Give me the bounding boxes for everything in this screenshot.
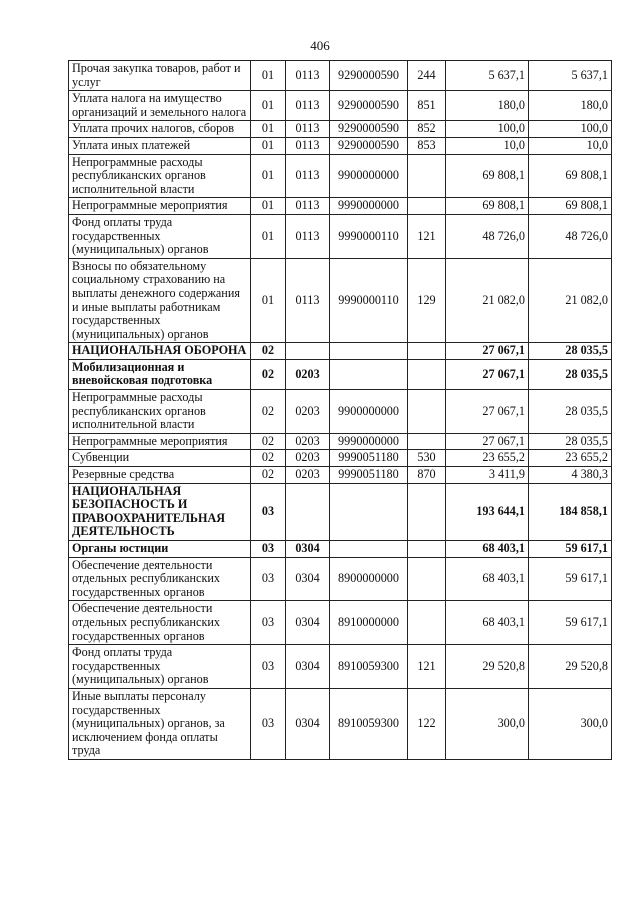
cell-section: 02: [251, 390, 286, 434]
cell-target-article: 9900000000: [330, 390, 408, 434]
cell-subsection: 0113: [286, 214, 330, 258]
cell-expense-type: [408, 390, 446, 434]
cell-target-article: 8910059300: [330, 688, 408, 759]
cell-amount-year2: 69 808,1: [529, 198, 612, 215]
cell-expense-type: [408, 343, 446, 360]
table-row: [69, 467, 612, 484]
cell-amount-year1: 21 082,0: [446, 258, 529, 343]
cell-amount-year1: 27 067,1: [446, 359, 529, 389]
cell-name: Фонд оплаты труда государственных (муниципальных) органов: [69, 214, 251, 258]
cell-subsection: 0304: [286, 541, 330, 558]
cell-name: НАЦИОНАЛЬНАЯ БЕЗОПАСНОСТЬ И ПРАВООХРАНИТЕЛЬНАЯ ДЕЯТЕЛЬНОСТЬ: [69, 483, 251, 540]
table-row: [69, 121, 612, 138]
cell-section: 01: [251, 198, 286, 215]
cell-amount-year1: 69 808,1: [446, 154, 529, 198]
cell-section: 02: [251, 467, 286, 484]
cell-name: Органы юстиции: [69, 541, 251, 558]
cell-amount-year1: 3 411,9: [446, 467, 529, 484]
table-row: [69, 91, 612, 121]
cell-amount-year2: 5 637,1: [529, 61, 612, 91]
cell-expense-type: [408, 557, 446, 601]
cell-section: 01: [251, 154, 286, 198]
cell-amount-year2: 28 035,5: [529, 343, 612, 360]
cell-expense-type: [408, 154, 446, 198]
cell-name: Субвенции: [69, 450, 251, 467]
cell-target-article: 9290000590: [330, 61, 408, 91]
cell-amount-year2: 23 655,2: [529, 450, 612, 467]
cell-name: Непрограммные расходы республиканских органов исполнительной власти: [69, 390, 251, 434]
table-body: [69, 61, 612, 760]
cell-target-article: 9290000590: [330, 121, 408, 138]
cell-expense-type: [408, 601, 446, 645]
table-row: [69, 343, 612, 360]
cell-subsection: 0113: [286, 91, 330, 121]
cell-subsection: 0304: [286, 688, 330, 759]
cell-section: 01: [251, 121, 286, 138]
cell-section: 02: [251, 450, 286, 467]
cell-target-article: 9990000000: [330, 433, 408, 450]
cell-name: Прочая закупка товаров, работ и услуг: [69, 61, 251, 91]
cell-subsection: 0203: [286, 467, 330, 484]
cell-expense-type: 129: [408, 258, 446, 343]
cell-section: 03: [251, 601, 286, 645]
cell-amount-year1: 23 655,2: [446, 450, 529, 467]
cell-section: 02: [251, 343, 286, 360]
cell-amount-year1: 68 403,1: [446, 601, 529, 645]
cell-target-article: 9990051180: [330, 467, 408, 484]
cell-name: Непрограммные мероприятия: [69, 433, 251, 450]
cell-target-article: [330, 541, 408, 558]
page-number: 406: [310, 38, 330, 53]
cell-section: 03: [251, 557, 286, 601]
cell-name: Иные выплаты персоналу государственных (муниципальных) органов, за исключением фонда оплаты труда: [69, 688, 251, 759]
cell-amount-year2: 180,0: [529, 91, 612, 121]
cell-section: 01: [251, 91, 286, 121]
cell-section: 03: [251, 541, 286, 558]
cell-expense-type: [408, 198, 446, 215]
cell-subsection: [286, 483, 330, 540]
cell-target-article: 9990000000: [330, 198, 408, 215]
cell-expense-type: 244: [408, 61, 446, 91]
cell-name: Фонд оплаты труда государственных (муниципальных) органов: [69, 645, 251, 689]
cell-target-article: [330, 343, 408, 360]
table-row: [69, 601, 612, 645]
cell-amount-year2: 4 380,3: [529, 467, 612, 484]
cell-amount-year2: 21 082,0: [529, 258, 612, 343]
cell-amount-year2: 28 035,5: [529, 359, 612, 389]
cell-amount-year1: 10,0: [446, 137, 529, 154]
cell-subsection: 0304: [286, 645, 330, 689]
cell-subsection: 0203: [286, 433, 330, 450]
cell-expense-type: 852: [408, 121, 446, 138]
table-row: [69, 359, 612, 389]
cell-target-article: 8910000000: [330, 601, 408, 645]
cell-section: 01: [251, 214, 286, 258]
cell-expense-type: 853: [408, 137, 446, 154]
cell-expense-type: 530: [408, 450, 446, 467]
cell-name: Уплата налога на имущество организаций и земельного налога: [69, 91, 251, 121]
cell-name: Уплата иных платежей: [69, 137, 251, 154]
cell-name: Обеспечение деятельности отдельных республиканских государственных органов: [69, 557, 251, 601]
cell-expense-type: 121: [408, 645, 446, 689]
cell-subsection: 0304: [286, 557, 330, 601]
cell-amount-year2: 29 520,8: [529, 645, 612, 689]
cell-target-article: 9900000000: [330, 154, 408, 198]
cell-target-article: 9290000590: [330, 137, 408, 154]
cell-section: 01: [251, 137, 286, 154]
cell-name: Непрограммные мероприятия: [69, 198, 251, 215]
cell-subsection: 0113: [286, 154, 330, 198]
cell-amount-year1: 180,0: [446, 91, 529, 121]
cell-subsection: [286, 343, 330, 360]
cell-amount-year2: 59 617,1: [529, 601, 612, 645]
cell-name: Резервные средства: [69, 467, 251, 484]
cell-amount-year1: 48 726,0: [446, 214, 529, 258]
cell-amount-year1: 300,0: [446, 688, 529, 759]
cell-subsection: 0113: [286, 121, 330, 138]
cell-section: 02: [251, 359, 286, 389]
table-row: [69, 541, 612, 558]
cell-amount-year1: 27 067,1: [446, 343, 529, 360]
cell-subsection: 0113: [286, 137, 330, 154]
cell-target-article: 9990000110: [330, 214, 408, 258]
table-row: [69, 688, 612, 759]
cell-expense-type: 121: [408, 214, 446, 258]
cell-target-article: 9990051180: [330, 450, 408, 467]
cell-target-article: 8900000000: [330, 557, 408, 601]
cell-name: Обеспечение деятельности отдельных республиканских государственных органов: [69, 601, 251, 645]
cell-name: Мобилизационная и вневойсковая подготовка: [69, 359, 251, 389]
cell-amount-year2: 59 617,1: [529, 557, 612, 601]
cell-amount-year2: 10,0: [529, 137, 612, 154]
cell-name: Уплата прочих налогов, сборов: [69, 121, 251, 138]
cell-target-article: 9290000590: [330, 91, 408, 121]
cell-expense-type: 122: [408, 688, 446, 759]
cell-section: 02: [251, 433, 286, 450]
cell-section: 03: [251, 688, 286, 759]
cell-expense-type: [408, 359, 446, 389]
cell-subsection: 0203: [286, 359, 330, 389]
cell-amount-year2: 48 726,0: [529, 214, 612, 258]
cell-amount-year2: 69 808,1: [529, 154, 612, 198]
cell-section: 03: [251, 645, 286, 689]
cell-amount-year2: 100,0: [529, 121, 612, 138]
cell-name: НАЦИОНАЛЬНАЯ ОБОРОНА: [69, 343, 251, 360]
cell-amount-year1: 68 403,1: [446, 541, 529, 558]
cell-amount-year1: 100,0: [446, 121, 529, 138]
budget-table: [68, 60, 612, 760]
cell-name: Взносы по обязательному социальному страхованию на выплаты денежного содержания и иные выплаты работникам государственных (муниципальных) органов: [69, 258, 251, 343]
cell-amount-year2: 184 858,1: [529, 483, 612, 540]
cell-amount-year1: 68 403,1: [446, 557, 529, 601]
table-row: [69, 433, 612, 450]
table-row: [69, 483, 612, 540]
table-row: [69, 258, 612, 343]
cell-subsection: 0113: [286, 61, 330, 91]
cell-amount-year2: 28 035,5: [529, 433, 612, 450]
cell-section: 01: [251, 61, 286, 91]
cell-target-article: 8910059300: [330, 645, 408, 689]
cell-expense-type: 851: [408, 91, 446, 121]
cell-subsection: 0304: [286, 601, 330, 645]
cell-amount-year2: 28 035,5: [529, 390, 612, 434]
table-row: [69, 450, 612, 467]
table-row: [69, 137, 612, 154]
table-row: [69, 214, 612, 258]
table-row: [69, 154, 612, 198]
cell-subsection: 0203: [286, 450, 330, 467]
cell-name: Непрограммные расходы республиканских органов исполнительной власти: [69, 154, 251, 198]
cell-subsection: 0113: [286, 198, 330, 215]
cell-expense-type: [408, 541, 446, 558]
cell-amount-year1: 27 067,1: [446, 390, 529, 434]
cell-expense-type: [408, 483, 446, 540]
cell-amount-year2: 59 617,1: [529, 541, 612, 558]
table-row: [69, 645, 612, 689]
cell-target-article: [330, 483, 408, 540]
table-row: [69, 198, 612, 215]
table-row: [69, 61, 612, 91]
cell-amount-year1: 5 637,1: [446, 61, 529, 91]
cell-amount-year1: 69 808,1: [446, 198, 529, 215]
cell-amount-year2: 300,0: [529, 688, 612, 759]
cell-amount-year1: 193 644,1: [446, 483, 529, 540]
cell-expense-type: 870: [408, 467, 446, 484]
cell-expense-type: [408, 433, 446, 450]
cell-target-article: 9990000110: [330, 258, 408, 343]
table-row: [69, 557, 612, 601]
table-row: [69, 390, 612, 434]
cell-target-article: [330, 359, 408, 389]
cell-section: 01: [251, 258, 286, 343]
cell-amount-year1: 29 520,8: [446, 645, 529, 689]
cell-subsection: 0113: [286, 258, 330, 343]
cell-subsection: 0203: [286, 390, 330, 434]
cell-section: 03: [251, 483, 286, 540]
cell-amount-year1: 27 067,1: [446, 433, 529, 450]
